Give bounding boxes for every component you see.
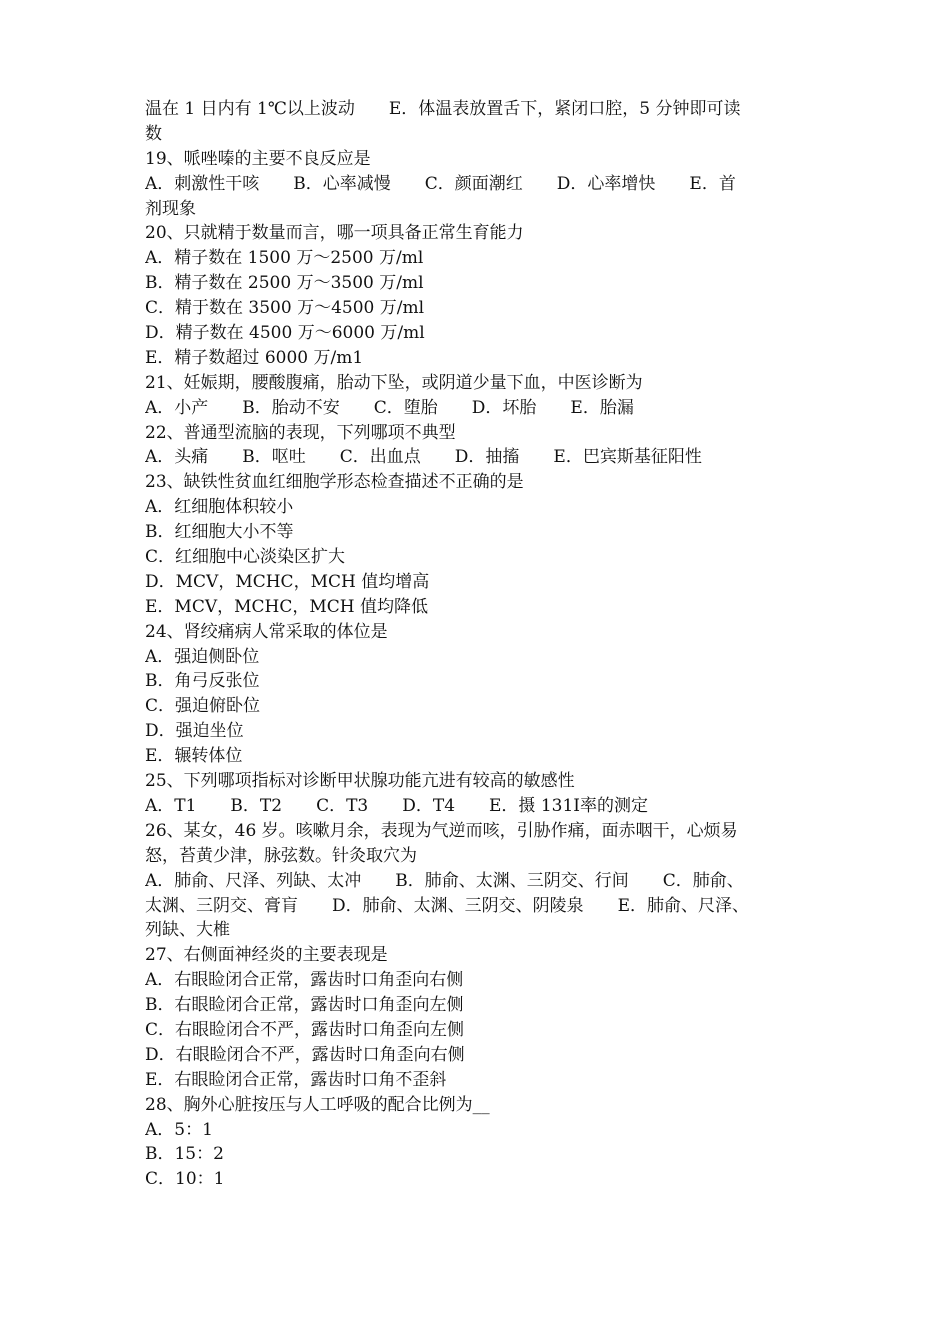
question-21: 21、妊娠期，腰酸腹痛，胎动下坠，或阴道少量下血，中医诊断为 bbox=[145, 372, 643, 393]
option-c: C．强迫俯卧位 bbox=[145, 696, 261, 717]
option-a: A．5：1 bbox=[145, 1119, 213, 1140]
option-b: B．15：2 bbox=[145, 1144, 224, 1165]
question-20: 20、只就精于数量而言，哪一项具备正常生育能力 bbox=[145, 223, 524, 244]
options-line: A．肺俞、尺泽、列缺、太冲 B．肺俞、太渊、三阴交、行间 C．肺俞、 bbox=[145, 870, 744, 891]
option-a: A．红细胞体积较小 bbox=[145, 497, 294, 518]
text-line: 温在 1 日内有 1℃以上波动 E．体温表放置舌下，紧闭口腔，5 分钟即可读 bbox=[145, 99, 741, 119]
option-c: C．10：1 bbox=[145, 1169, 225, 1190]
option-b: B．红细胞大小不等 bbox=[145, 522, 294, 543]
question-25: 25、下列哪项指标对诊断甲状腺功能亢进有较高的敏感性 bbox=[145, 771, 575, 792]
question-28: 28、胸外心脏按压与人工呼吸的配合比例为__ bbox=[145, 1094, 490, 1115]
question-27: 27、右侧面神经炎的主要表现是 bbox=[145, 945, 388, 966]
option-c: C．红细胞中心淡染区扩大 bbox=[145, 547, 346, 568]
options-line: A．小产 B．胎动不安 C．堕胎 D．坏胎 E．胎漏 bbox=[145, 397, 634, 418]
options-line: A．T1 B．T2 C．T3 D．T4 E．摄 131Ⅰ率的测定 bbox=[145, 795, 649, 816]
option-d: D．精子数在 4500 万～6000 万/ml bbox=[145, 323, 425, 344]
option-a: A．精子数在 1500 万～2500 万/ml bbox=[145, 248, 424, 269]
option-b: B．右眼睑闭合正常，露齿时口角歪向左侧 bbox=[145, 995, 464, 1016]
question-26: 26、某女，46 岁。咳嗽月余，表现为气逆而咳，引胁作痛，面赤咽干，心烦易 bbox=[145, 820, 738, 841]
question-24: 24、肾绞痛病人常采取的体位是 bbox=[145, 621, 388, 642]
question-19: 19、哌唑嗪的主要不良反应是 bbox=[145, 148, 371, 169]
text-line: 数 bbox=[145, 123, 162, 144]
option-e: E．精子数超过 6000 万/m1 bbox=[145, 347, 364, 368]
question-22: 22、普通型流脑的表现，下列哪项不典型 bbox=[145, 422, 456, 443]
option-d: D．右眼睑闭合不严，露齿时口角歪向右侧 bbox=[145, 1044, 465, 1065]
option-d: D．强迫坐位 bbox=[145, 721, 244, 742]
option-e: E．MCV，MCHC，MCH 值均降低 bbox=[145, 596, 428, 617]
option-d: D．MCV，MCHC，MCH 值均增高 bbox=[145, 571, 430, 592]
option-c: C．右眼睑闭合不严，露齿时口角歪向左侧 bbox=[145, 1019, 465, 1040]
option-a: A．右眼睑闭合正常，露齿时口角歪向右侧 bbox=[145, 970, 464, 991]
text-line: 怒，苔黄少津，脉弦数。针灸取穴为 bbox=[145, 845, 417, 866]
document-page bbox=[145, 97, 810, 1192]
options-line: A．刺激性干咳 B．心率减慢 C．颜面潮红 D．心率增快 E．首 bbox=[145, 173, 736, 194]
options-line: 太渊、三阴交、膏肓 D．肺俞、太渊、三阴交、阴陵泉 E．肺俞、尺泽、 bbox=[145, 895, 750, 916]
option-e: E．右眼睑闭合正常，露齿时口角不歪斜 bbox=[145, 1069, 447, 1090]
option-b: B．精子数在 2500 万～3500 万/ml bbox=[145, 273, 424, 294]
option-c: C．精于数在 3500 万～4500 万/ml bbox=[145, 298, 425, 319]
option-e: E．辗转体位 bbox=[145, 746, 243, 767]
question-23: 23、缺铁性贫血红细胞学形态检查描述不正确的是 bbox=[145, 472, 524, 493]
option-a: A．强迫侧卧位 bbox=[145, 646, 260, 667]
options-line: A．头痛 B．呕吐 C．出血点 D．抽搐 E．巴宾斯基征阳性 bbox=[145, 447, 702, 468]
text-line: 剂现象 bbox=[145, 198, 196, 219]
text-line: 列缺、大椎 bbox=[145, 920, 230, 941]
option-b: B．角弓反张位 bbox=[145, 671, 260, 692]
